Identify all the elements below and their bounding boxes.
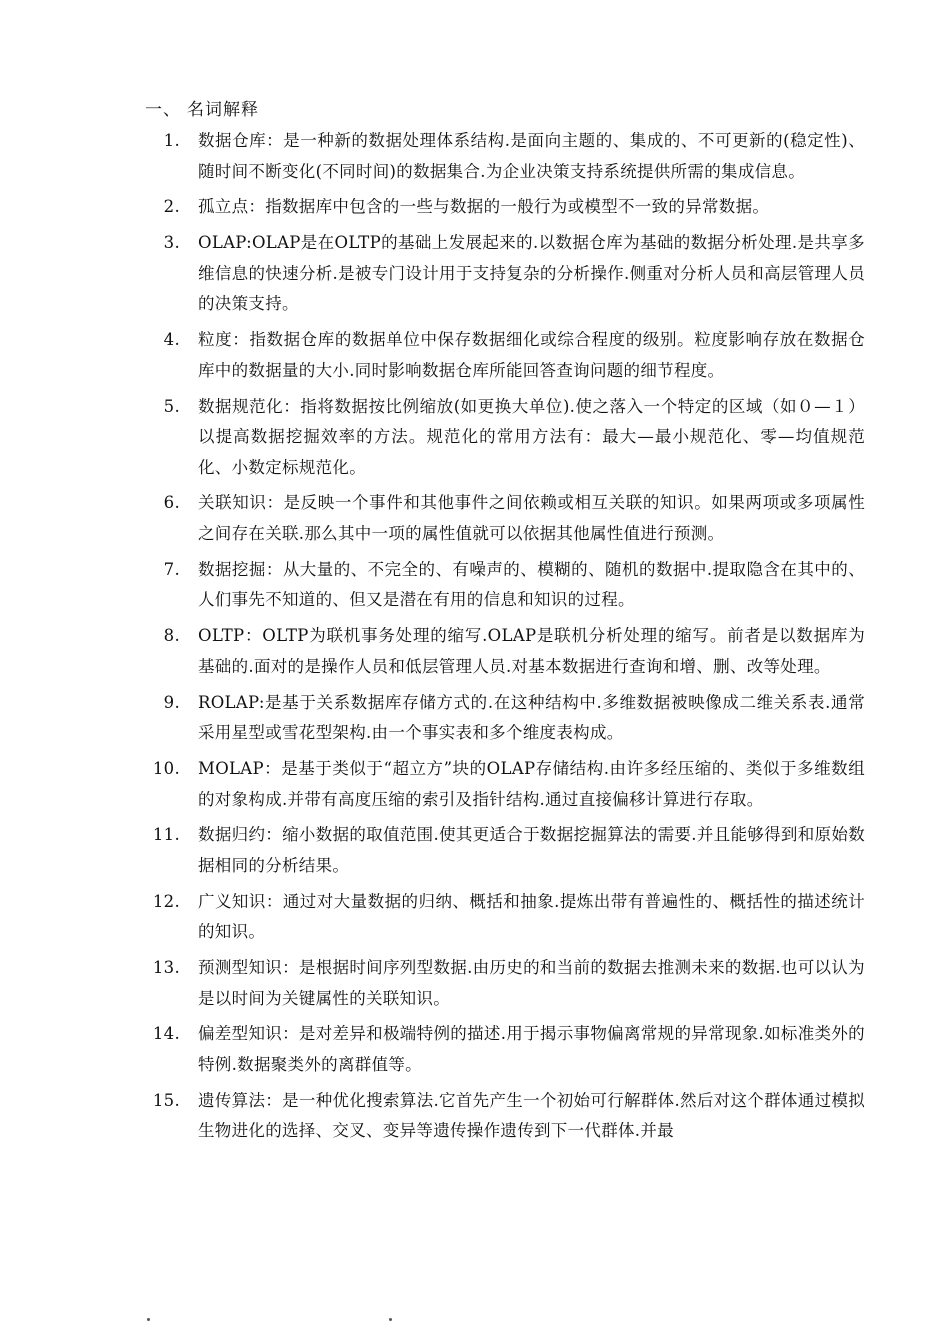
- list-item: [150, 1086, 865, 1147]
- item-number: 5.: [163, 396, 180, 416]
- term-name: 关联知识：: [198, 493, 284, 513]
- term-definition: 指将数据按比例缩放(如更换大单位).使之落入一个特定的区域（如０—１）以提高数据挖掘效率的方法。规范化的常用方法有：最大—最小规范化、零—均值规范化、小数定标规范化。: [198, 396, 865, 477]
- list-item: [150, 953, 865, 1014]
- term-name: 遗传算法：: [198, 1090, 283, 1110]
- list-item: [150, 887, 865, 948]
- term-name: ROLAP:: [198, 692, 265, 712]
- term-definition: OLAP是在OLTP的基础上发展起来的.以数据仓库为基础的数据分析处理.是共享多维信息的快速分析.是被专门设计用于支持复杂的分析操作.侧重对分析人员和高层管理人员的决策支持。: [198, 233, 865, 314]
- item-number: 6.: [163, 493, 180, 513]
- term-name: 预测型知识：: [198, 958, 299, 978]
- list-item: [150, 126, 865, 187]
- section-number: 一、: [145, 100, 181, 120]
- item-number: 14.: [152, 1024, 180, 1044]
- page-footer-marks: [0, 1318, 950, 1328]
- term-definition: 是一种优化搜索算法.它首先产生一个初始可行解群体.然后对这个群体通过模拟生物进化的选择、交叉、变异等遗传操作遗传到下一代群体.并最: [198, 1090, 865, 1141]
- term-definition: OLTP为联机事务处理的缩写.OLAP是联机分析处理的缩写。前者是以数据库为基础的.面对的是操作人员和低层管理人员.对基本数据进行查询和增、删、改等处理。: [198, 626, 865, 676]
- item-number: 4.: [163, 330, 180, 350]
- list-item: [150, 688, 865, 749]
- footer-dot: [147, 1318, 150, 1321]
- list-item: [150, 325, 865, 386]
- term-definition: 是根据时间序列型数据.由历史的和当前的数据去推测未来的数据.也可以认为是以时间为关键属性的关联知识。: [198, 958, 865, 1008]
- term-name: OLAP:: [198, 233, 252, 253]
- item-number: 9.: [163, 692, 180, 712]
- term-definition: 是反映一个事件和其他事件之间依赖或相互关联的知识。如果两项或多项属性之间存在关联.那么其中一项的属性值就可以依据其他属性值进行预测。: [198, 493, 866, 544]
- term-definition: 是一种新的数据处理体系结构.是面向主题的、集成的、不可更新的(稳定性)、随时间不断变化(不同时间)的数据集合.为企业决策支持系统提供所需的集成信息。: [198, 131, 866, 181]
- term-name: 粒度：: [198, 330, 250, 350]
- list-item: [150, 621, 865, 682]
- term-name: 数据归约：: [198, 825, 283, 845]
- section-heading: [145, 98, 259, 122]
- term-definition: 缩小数据的取值范围.使其更适合于数据挖掘算法的需要.并且能够得到和原始数据相同的分析结果。: [198, 825, 865, 875]
- list-item: [150, 192, 865, 223]
- list-item: [150, 820, 865, 881]
- term-name: 数据挖掘：: [198, 559, 283, 579]
- item-number: 7.: [163, 559, 180, 579]
- item-number: 12.: [152, 891, 180, 911]
- list-item: [150, 754, 865, 815]
- item-number: 11.: [152, 825, 180, 845]
- term-name: 偏差型知识：: [198, 1024, 299, 1044]
- term-name: MOLAP：: [198, 758, 282, 778]
- term-definition: 是基于关系数据库存储方式的.在这种结构中.多维数据被映像成二维关系表.通常采用星型或雪花型架构.由一个事实表和多个维度表构成。: [198, 692, 865, 743]
- list-item: [150, 392, 865, 484]
- item-number: 10.: [152, 758, 180, 778]
- term-definition: 是对差异和极端特例的描述.用于揭示事物偏离常规的异常现象.如标准类外的特例.数据聚类外的离群值等。: [198, 1024, 865, 1075]
- item-number: 8.: [163, 626, 180, 646]
- term-name: 数据规范化：: [198, 396, 301, 416]
- term-definition: 从大量的、不完全的、有噪声的、模糊的、随机的数据中.提取隐含在其中的、人们事先不知道的、但又是潜在有用的信息和知识的过程。: [198, 559, 866, 610]
- list-item: [150, 555, 865, 616]
- item-number: 2.: [163, 197, 180, 217]
- item-number: 3.: [163, 233, 180, 253]
- term-definition-list: [150, 126, 865, 1152]
- item-number: 1.: [163, 131, 180, 150]
- term-name: 数据仓库：: [198, 131, 284, 150]
- term-name: OLTP：: [198, 626, 263, 646]
- footer-dot: [389, 1318, 392, 1321]
- term-definition: 指数据仓库的数据单位中保存数据细化或综合程度的级别。粒度影响存放在数据仓库中的数据量的大小.同时影响数据仓库所能回答查询问题的细节程度。: [198, 330, 865, 380]
- list-item: [150, 488, 865, 549]
- term-definition: 通过对大量数据的归纳、概括和抽象.提炼出带有普遍性的、概括性的描述统计的知识。: [198, 891, 866, 942]
- term-definition: 是基于类似于“超立方”块的OLAP存储结构.由许多经压缩的、类似于多维数组的对象构成.并带有高度压缩的索引及指针结构.通过直接偏移计算进行存取。: [198, 758, 865, 809]
- list-item: [150, 228, 865, 320]
- item-number: 15.: [152, 1090, 180, 1110]
- section-title: 名词解释: [187, 100, 259, 120]
- list-item: [150, 1019, 865, 1080]
- item-number: 13.: [152, 958, 180, 978]
- term-name: 广义知识：: [198, 891, 283, 911]
- term-name: 孤立点：: [198, 197, 266, 217]
- term-definition: 指数据库中包含的一些与数据的一般行为或模型不一致的异常数据。: [265, 197, 770, 217]
